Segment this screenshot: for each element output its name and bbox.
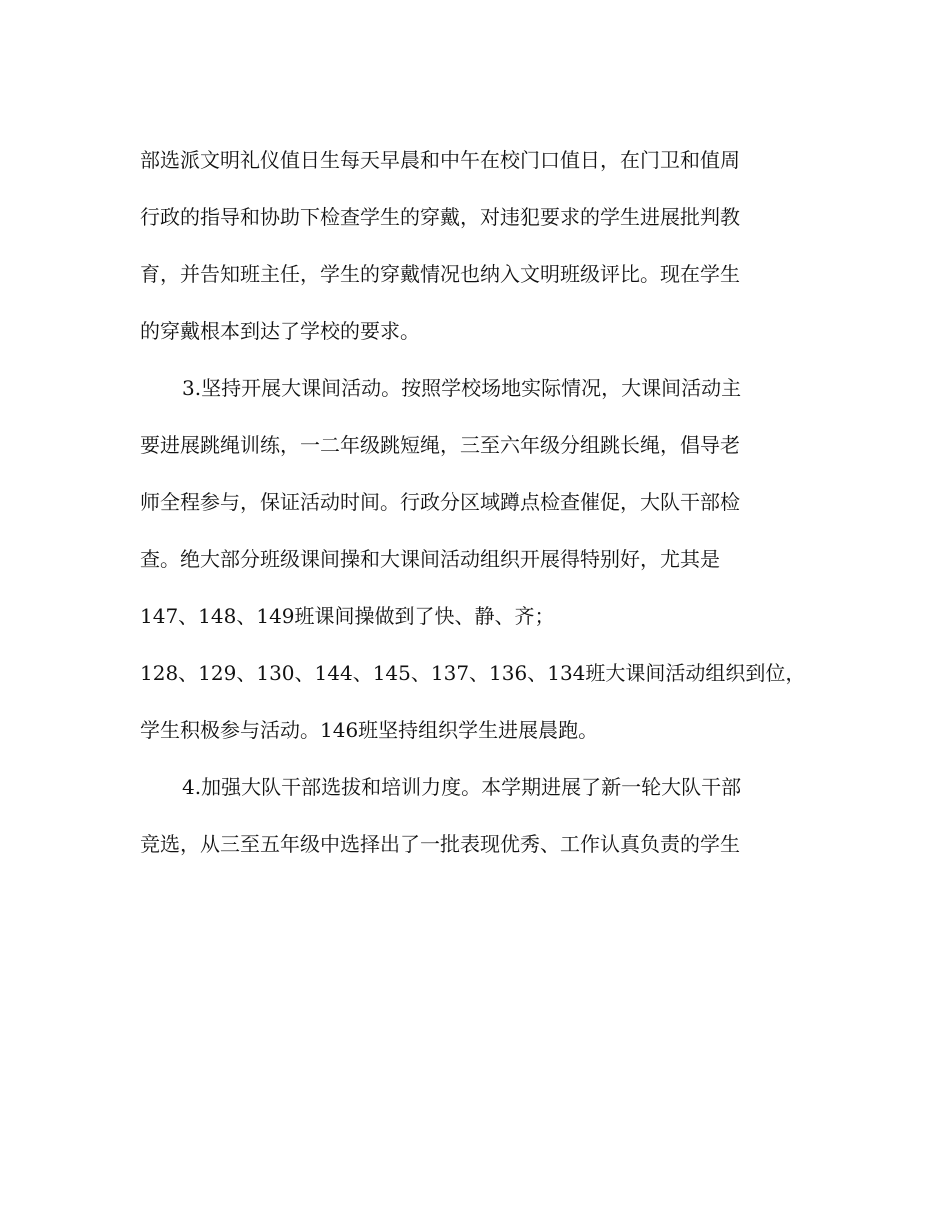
- text-line: 要进展跳绳训练，一二年级跳短绳，三至六年级分组跳长绳，倡导老: [140, 433, 740, 457]
- document-body: [140, 140, 806, 881]
- paragraph-4-first-line: 4.加强大队干部选拔和培训力度。本学期进展了新一轮大队干部: [182, 775, 742, 799]
- text-line: 行政的指导和协助下检查学生的穿戴，对违犯要求的学生进展批判教: [140, 205, 740, 229]
- text-line: 育，并告知班主任，学生的穿戴情况也纳入文明班级评比。现在学生: [140, 262, 740, 286]
- text-line: 师全程参与，保证活动时间。行政分区域蹲点检查催促，大队干部检: [140, 490, 740, 514]
- text-line: 部选派文明礼仪值日生每天早晨和中午在校门口值日，在门卫和值周: [140, 148, 740, 172]
- text-line: 竞选，从三至五年级中选择出了一批表现优秀、工作认真负责的学生: [140, 832, 740, 856]
- text-line: 128、129、130、144、145、137、136、134班大课间活动组织到位，: [140, 661, 806, 685]
- text-line: 学生积极参与活动。146班坚持组织学生进展晨跑。: [140, 718, 599, 742]
- text-line: 的穿戴根本到达了学校的要求。: [140, 319, 420, 343]
- text-line: 147、148、149班课间操做到了快、静、齐；: [140, 604, 555, 628]
- text-line: 查。绝大部分班级课间操和大课间活动组织开展得特别好，尤其是: [140, 547, 720, 571]
- paragraph-3-first-line: 3.坚持开展大课间活动。按照学校场地实际情况，大课间活动主: [182, 376, 742, 400]
